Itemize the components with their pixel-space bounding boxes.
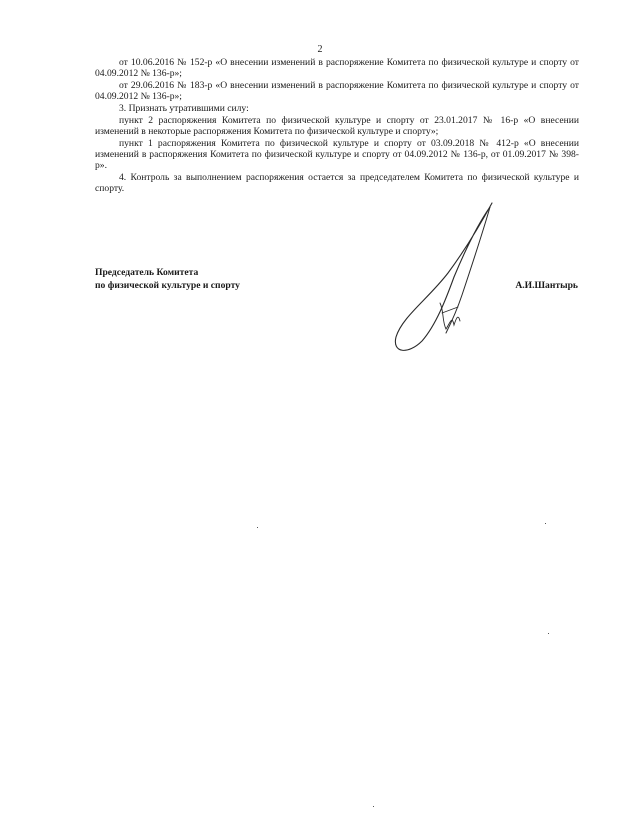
signatory-title [95, 266, 240, 292]
paragraph-amendment-183: от 29.06.2016 № 183-р «О внесении изменений в распоряжение Комитета по физической культуре и спорту от 04.09.2012 № 136-р»; [95, 80, 579, 102]
signatory-name: А.И.Шантырь [515, 280, 578, 291]
scan-speck [548, 633, 549, 634]
scan-speck [545, 523, 546, 524]
handwritten-signature [380, 195, 520, 360]
paragraph-void-16: пункт 2 распоряжения Комитета по физической культуре и спорту от 23.01.2017 № 16-р «О внесении изменений в некоторые распоряжения Комитета по физической культуре и спорту»; [95, 115, 579, 137]
paragraph-void-412: пункт 1 распоряжения Комитета по физической культуре и спорту от 03.09.2018 № 412-р «О внесении изменений в распоряжения Комитета по физической культуре и спорту от 04.09.2012 № 136-р, от 01.09.2017 № 398-р». [95, 138, 579, 171]
page-number: 2 [317, 44, 323, 55]
signatory-title-line2: по физической культуре и спорту [95, 280, 240, 291]
paragraph-amendment-152: от 10.06.2016 № 152-р «О внесении изменений в распоряжение Комитета по физической культуре и спорту от 04.09.2012 № 136-р»; [95, 57, 579, 79]
paragraph-item-4: 4. Контроль за выполнением распоряжения остается за председателем Комитета по физической культуре и спорту. [95, 172, 579, 194]
document-body [95, 57, 579, 195]
signatory-title-line1: Председатель Комитета [95, 267, 199, 278]
paragraph-item-3: 3. Признать утратившими силу: [119, 103, 249, 114]
scan-speck [373, 806, 374, 807]
scan-speck [257, 527, 258, 528]
